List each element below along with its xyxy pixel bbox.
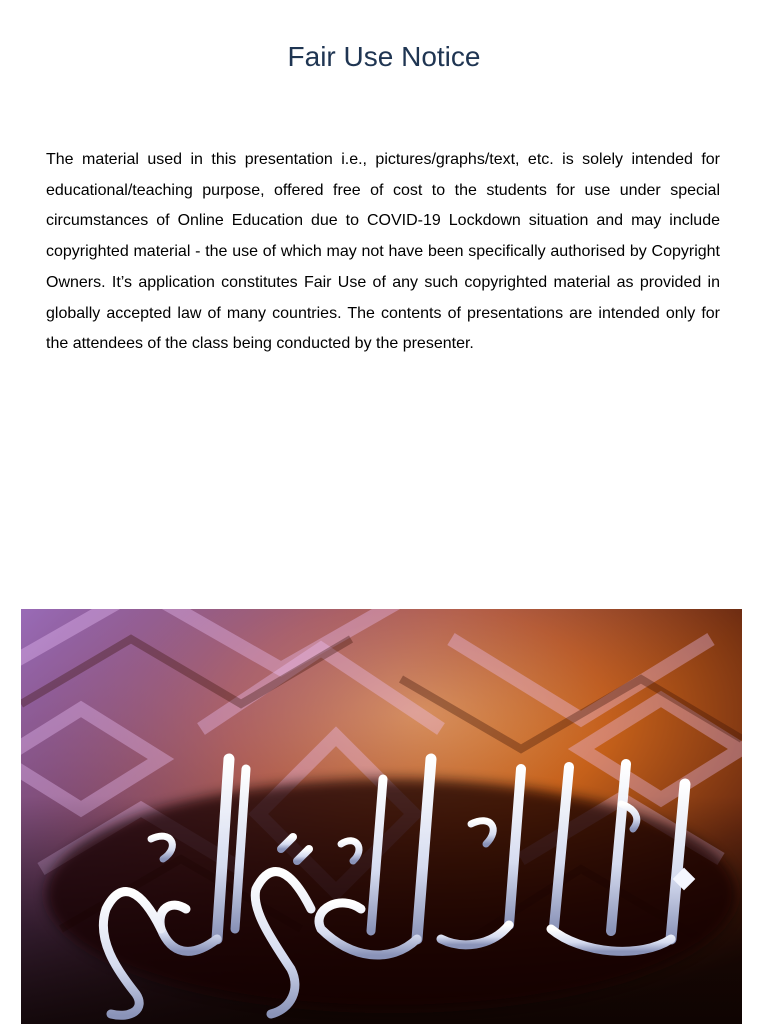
calligraphy-banner-image: [21, 609, 742, 1024]
fair-use-notice-text: The material used in this presentation i.e., pictures/graphs/text, etc. is solely intended for educational/teaching purpose, offered free of cost to the students for use under special circumstances of Online Education due to COVID-19 Lockdown situation and may include copyrighted material - the use of which may not have been specifically authorised by Copyright Owners. It’s application constitutes Fair Use of any such copyrighted material as provided in globally accepted law of many countries. The contents of presentations are intended only for the attendees of the class being conducted by the presenter.: [46, 151, 720, 353]
page-title: Fair Use Notice: [287, 41, 481, 72]
calligraphy-banner-art: [21, 609, 742, 1024]
